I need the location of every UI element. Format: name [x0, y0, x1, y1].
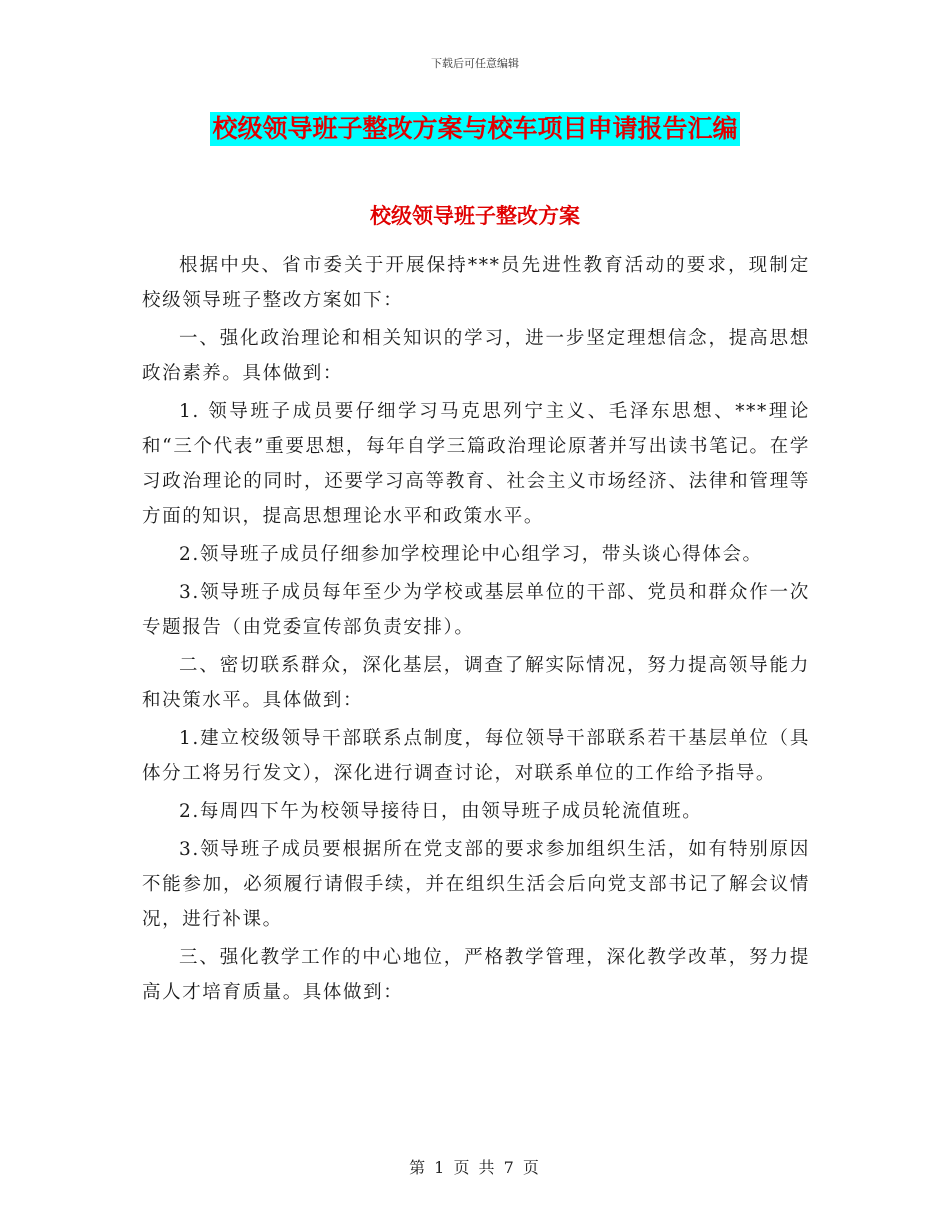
- paragraph: 一、强化政治理论和相关知识的学习，进一步坚定理想信念，提高思想政治素养。具体做到：: [142, 328, 810, 384]
- paragraph: 二、密切联系群众，深化基层，调查了解实际情况，努力提高领导能力和决策水平。具体做到：: [142, 655, 810, 711]
- paragraph: 3.领导班子成员每年至少为学校或基层单位的干部、党员和群众作一次专题报告（由党委宣传部负责安排）。: [142, 582, 810, 638]
- page-number: 第 1 页 共 7 页: [409, 1158, 541, 1177]
- paragraph: 2.领导班子成员仔细参加学校理论中心组学习，带头谈心得体会。: [179, 544, 763, 565]
- document-body: [142, 248, 810, 1013]
- paragraph: 1.建立校级领导干部联系点制度，每位领导干部联系若干基层单位（具体分工将另行发文），深化进行调查讨论，对联系单位的工作给予指导。: [142, 728, 810, 784]
- paragraph: 根据中央、省市委关于开展保持***员先进性教育活动的要求，现制定校级领导班子整改方案如下：: [142, 255, 810, 311]
- section-title: 校级领导班子整改方案: [370, 203, 580, 228]
- paragraph: 3.领导班子成员要根据所在党支部的要求参加组织生活，如有特别原因不能参加，必须履行请假手续，并在组织生活会后向党支部书记了解会议情况，进行补课。: [142, 839, 810, 930]
- paragraph: 2.每周四下午为校领导接待日，由领导班子成员轮流值班。: [179, 801, 703, 822]
- header-note: 下载后可任意编辑: [431, 57, 519, 70]
- main-title: 校级领导班子整改方案与校车项目申请报告汇编: [210, 112, 739, 146]
- paragraph: 1. 领导班子成员要仔细学习马克思列宁主义、毛泽东思想、***理论和“三个代表”重要思想，每年自学三篇政治理论原著并写出读书笔记。在学习政治理论的同时，还要学习高等教育、社会主义市场经济、法律和管理等方面的知识，提高思想理论水平和政策水平。: [142, 401, 810, 527]
- main-title-container: [0, 112, 950, 146]
- paragraph: 三、强化教学工作的中心地位，严格教学管理，深化教学改革，努力提高人才培育质量。具体做到：: [142, 947, 810, 1003]
